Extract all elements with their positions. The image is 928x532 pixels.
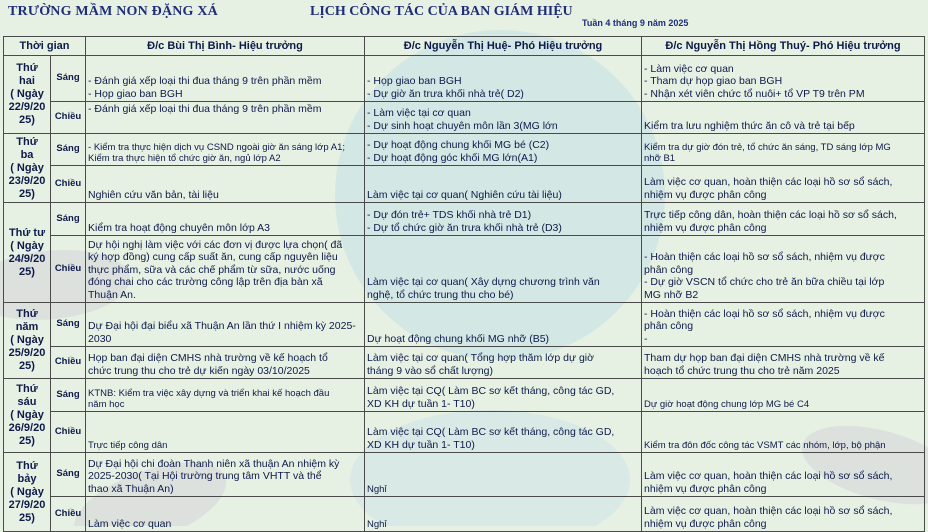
schedule-cell: Kiểm tra đôn đốc công tác VSMT các nhóm, lớp, bộ phận bbox=[642, 412, 925, 453]
page-header bbox=[0, 0, 928, 36]
day-label: Thứ tư ( Ngày 24/9/20 25) bbox=[4, 203, 51, 303]
table-row bbox=[4, 203, 925, 236]
day-label: Thứ bảy ( Ngày 27/9/20 25) bbox=[4, 453, 51, 532]
schedule-cell: Dự Đại hội đại biểu xã Thuận An lần thứ I nhiệm kỳ 2025- 2030 bbox=[86, 303, 365, 347]
day-label: Thứ sáu ( Ngày 26/9/20 25) bbox=[4, 379, 51, 453]
schedule-cell: Dự giờ hoạt động chung lớp MG bé C4 bbox=[642, 379, 925, 412]
schedule-cell: - Kiểm tra thực hiện dịch vụ CSND ngoài giờ ăn sáng lớp A1; Kiểm tra thực hiện tổ chức giờ ăn, ngủ lớp A2 bbox=[86, 134, 365, 166]
table-row bbox=[4, 453, 925, 497]
schedule-cell: KTNB: Kiểm tra việc xây dựng và triển khai kế hoạch đầu năm học bbox=[86, 379, 365, 412]
table-row bbox=[4, 497, 925, 532]
schedule-cell: Kiểm tra hoạt động chuyên môn lớp A3 bbox=[86, 203, 365, 236]
col-header-vice-principal-2: Đ/c Nguyễn Thị Hồng Thuý- Phó Hiệu trưởng bbox=[642, 37, 925, 56]
schedule-cell: Nghỉ bbox=[365, 453, 642, 497]
table-row bbox=[4, 412, 925, 453]
schedule-cell: - Làm việc tại cơ quan - Dự sinh hoạt chuyên môn lần 3(MG lớn bbox=[365, 102, 642, 134]
session-label: Chiều bbox=[51, 347, 86, 379]
day-label: Thứ năm ( Ngày 25/9/20 25) bbox=[4, 303, 51, 379]
schedule-cell: Kiểm tra dự giờ đón trẻ, tổ chức ăn sáng, TD sáng lớp MG nhỡ B1 bbox=[642, 134, 925, 166]
schedule-cell: Làm việc tại CQ( Làm BC sơ kết tháng, công tác GD, XD KH dự tuần 1- T10) bbox=[365, 379, 642, 412]
session-label: Sáng bbox=[51, 453, 86, 497]
schedule-cell: Làm việc cơ quan, hoàn thiện các loại hồ sơ sổ sách, nhiệm vụ được phân công bbox=[642, 453, 925, 497]
schedule-cell: Tham dự họp ban đại diện CMHS nhà trường về kế hoạch tổ chức trung thu cho trẻ năm 2025 bbox=[642, 347, 925, 379]
table-row bbox=[4, 347, 925, 379]
schedule-cell: - Dự đón trẻ+ TDS khối nhà trẻ D1) - Dự tổ chức giờ ăn trưa khối nhà trẻ (D3) bbox=[365, 203, 642, 236]
schedule-cell: Trực tiếp công dân bbox=[86, 412, 365, 453]
schedule-cell: Nghiên cứu văn bản, tài liệu bbox=[86, 166, 365, 203]
school-name: TRƯỜNG MẦM NON ĐẶNG XÁ bbox=[8, 4, 218, 19]
schedule-cell: Nghỉ bbox=[365, 497, 642, 532]
table-row bbox=[4, 303, 925, 347]
session-label: Chiều bbox=[51, 166, 86, 203]
week-label: Tuần 4 tháng 9 năm 2025 bbox=[582, 18, 689, 28]
schedule-cell: Làm việc tại cơ quan( Tổng hợp thăm lớp dự giờ tháng 9 vào sổ chất lượng) bbox=[365, 347, 642, 379]
table-row bbox=[4, 166, 925, 203]
schedule-cell: - Hoàn thiện các loại hồ sơ sổ sách, nhiệm vụ được phân công - bbox=[642, 303, 925, 347]
schedule-cell: Trực tiếp công dân, hoàn thiện các loại hồ sơ sổ sách, nhiệm vụ được phân công bbox=[642, 203, 925, 236]
session-label: Sáng bbox=[51, 203, 86, 236]
table-row bbox=[4, 236, 925, 303]
schedule-cell: - Hoàn thiện các loại hồ sơ sổ sách, nhiệm vụ được phân công - Dự giờ VSCN tổ chức cho trẻ ăn bữa chiều tại lớp MG nhỡ B2 bbox=[642, 236, 925, 303]
session-label: Sáng bbox=[51, 379, 86, 412]
session-label: Chiều bbox=[51, 236, 86, 303]
schedule-cell: Dự hội nghị làm việc với các đơn vị được lựa chọn( đã ký hợp đồng) cung cấp suất ăn, cung cấp nguyên liệu thực phẩm, sữa và các chế phẩm từ sữa, nước uống đóng chai cho các trường công lập trên địa bàn xã Thuận An. bbox=[86, 236, 365, 303]
session-label: Sáng bbox=[51, 134, 86, 166]
col-header-vice-principal-1: Đ/c Nguyễn Thị Huệ- Phó Hiệu trưởng bbox=[365, 37, 642, 56]
schedule-cell: - Đánh giá xếp loại thi đua tháng 9 trên phần mềm bbox=[86, 102, 365, 134]
schedule-cell: - Làm việc cơ quan - Tham dự họp giao ban BGH - Nhận xét viên chức tổ nuôi+ tổ VP T9 trên PM bbox=[642, 56, 925, 102]
schedule-cell: Họp ban đại diện CMHS nhà trường về kế hoạch tổ chức trung thu cho trẻ dự kiến ngày 03/10/2025 bbox=[86, 347, 365, 379]
session-label: Chiều bbox=[51, 102, 86, 134]
table-row bbox=[4, 379, 925, 412]
schedule-cell: Làm việc cơ quan bbox=[86, 497, 365, 532]
schedule-cell: - Dự hoạt động chung khối MG bé (C2) - Dự hoạt động góc khối MG lớn(A1) bbox=[365, 134, 642, 166]
schedule-cell: Làm việc cơ quan, hoàn thiện các loại hồ sơ sổ sách, nhiệm vụ được phân công bbox=[642, 497, 925, 532]
table-row bbox=[4, 56, 925, 102]
schedule-cell: Dự hoạt động chung khối MG nhỡ (B5) bbox=[365, 303, 642, 347]
schedule-cell: Làm việc tại cơ quan( Nghiên cứu tài liệu) bbox=[365, 166, 642, 203]
schedule-cell: Làm việc tại CQ( Làm BC sơ kết tháng, công tác GD, XD KH dự tuần 1- T10) bbox=[365, 412, 642, 453]
schedule-cell: Dự Đại hội chi đoàn Thanh niên xã thuận An nhiệm kỳ 2025-2030( Tại Hội trường trung tâm VHTT và thể thao xã Thuận An) bbox=[86, 453, 365, 497]
schedule-cell: Kiểm tra lưu nghiệm thức ăn cô và trẻ tại bếp bbox=[642, 102, 925, 134]
schedule-cell: - Đánh giá xếp loại thi đua tháng 9 trên phần mềm - Họp giao ban BGH bbox=[86, 56, 365, 102]
table-row bbox=[4, 134, 925, 166]
session-label: Sáng bbox=[51, 303, 86, 347]
session-label: Chiều bbox=[51, 412, 86, 453]
day-label: Thứ ba ( Ngày 23/9/20 25) bbox=[4, 134, 51, 203]
session-label: Chiều bbox=[51, 497, 86, 532]
schedule-cell: Làm việc tại cơ quan( Xây dựng chương trình văn nghệ, tổ chức trung thu cho bé) bbox=[365, 236, 642, 303]
schedule-cell: Làm việc cơ quan, hoàn thiện các loại hồ sơ sổ sách, nhiệm vụ được phân công bbox=[642, 166, 925, 203]
table-header-row bbox=[4, 37, 925, 56]
schedule-table bbox=[3, 36, 925, 532]
day-label: Thứ hai ( Ngày 22/9/20 25) bbox=[4, 56, 51, 134]
col-header-time: Thời gian bbox=[4, 37, 86, 56]
page-title: LỊCH CÔNG TÁC CỦA BAN GIÁM HIỆU bbox=[310, 4, 573, 19]
col-header-principal: Đ/c Bùi Thị Bình- Hiệu trưởng bbox=[86, 37, 365, 56]
table-row bbox=[4, 102, 925, 134]
session-label: Sáng bbox=[51, 56, 86, 102]
schedule-cell: - Họp giao ban BGH - Dự giờ ăn trưa khối nhà trẻ( D2) bbox=[365, 56, 642, 102]
